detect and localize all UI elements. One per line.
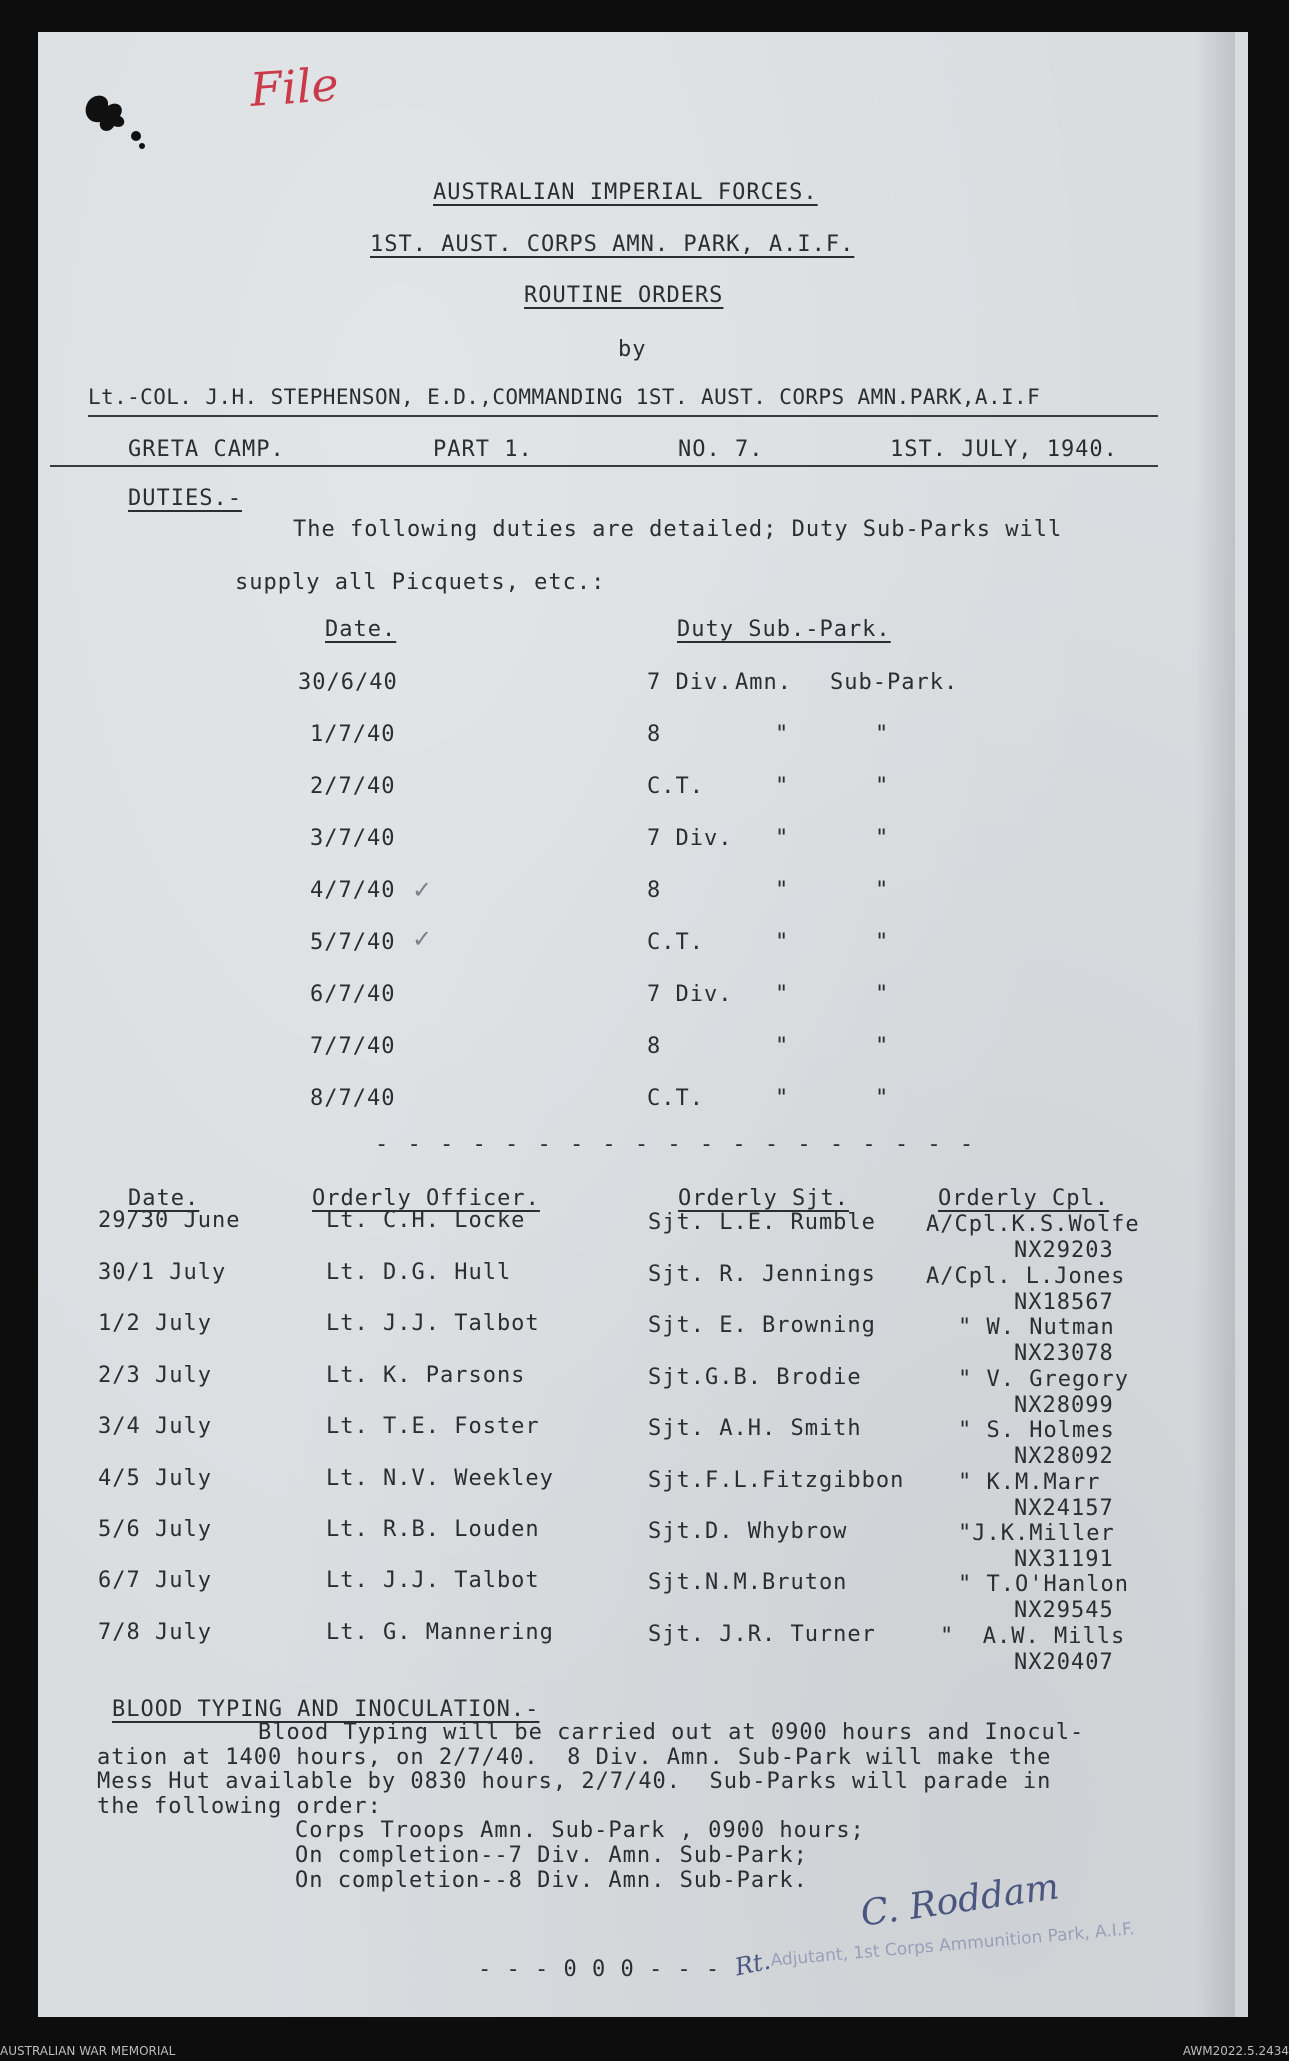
roster-service-number: NX24157 <box>1014 1496 1114 1521</box>
duty-date: 5/7/40 <box>310 930 396 955</box>
duty-col2: " <box>775 774 790 799</box>
roster-officer: Lt. N.V. Weekley <box>326 1466 554 1491</box>
duties-col-date: Date. <box>325 617 397 642</box>
duty-unit: C.T. <box>647 774 704 799</box>
roster-cpl: " T.O'Hanlon <box>958 1572 1129 1597</box>
roster-cpl: " V. Gregory <box>958 1367 1129 1392</box>
roster-col-cpl: Orderly Cpl. <box>938 1186 1109 1211</box>
roster-service-number: NX18567 <box>1014 1290 1114 1315</box>
blood-line: the following order: <box>97 1794 382 1819</box>
parade-order-item: Corps Troops Amn. Sub-Park , 0900 hours; <box>295 1818 865 1843</box>
roster-cpl: A/Cpl. L.Jones <box>926 1264 1126 1289</box>
roster-cpl: " K.M.Marr <box>958 1470 1101 1495</box>
roster-sjt: Sjt. L.E. Rumble <box>648 1210 876 1235</box>
duty-col2: " <box>775 930 790 955</box>
duty-unit: 8 <box>647 878 662 903</box>
roster-date: 7/8 July <box>98 1620 212 1645</box>
roster-service-number: NX31191 <box>1014 1547 1114 1572</box>
handwritten-file-mark: File <box>248 56 341 118</box>
roster-service-number: NX20407 <box>1014 1650 1114 1675</box>
duty-unit: 7 Div. <box>647 982 733 1007</box>
roster-sjt: Sjt. R. Jennings <box>648 1262 876 1287</box>
check-mark-icon: ✓ <box>412 925 433 953</box>
footer-right: AWM2022.5.2434 <box>1182 2044 1289 2058</box>
duty-col2: " <box>775 826 790 851</box>
roster-date: 1/2 July <box>98 1311 212 1336</box>
roster-service-number: NX28092 <box>1014 1444 1114 1469</box>
header-line4: by <box>618 337 647 362</box>
roster-sjt: Sjt.F.L.Fitzgibbon <box>648 1468 905 1493</box>
duty-date: 6/7/40 <box>310 982 396 1007</box>
blood-line: Mess Hut available by 0830 hours, 2/7/40. Sub-Parks will parade in <box>97 1769 1052 1794</box>
duties-intro-2: supply all Picquets, etc.: <box>235 570 606 595</box>
blood-heading: BLOOD TYPING AND INOCULATION.- <box>112 1697 540 1722</box>
roster-service-number: NX23078 <box>1014 1341 1114 1366</box>
duty-col3: " <box>875 826 890 851</box>
duty-date: 30/6/40 <box>298 670 398 695</box>
roster-sjt: Sjt. E. Browning <box>648 1313 876 1338</box>
roster-date: 5/6 July <box>98 1517 212 1542</box>
duty-col3: " <box>875 982 890 1007</box>
duty-col3: " <box>875 930 890 955</box>
adjutant-stamp: Adjutant, 1st Corps Ammunition Park, A.I.F. <box>769 1919 1136 1971</box>
duty-date: 2/7/40 <box>310 774 396 799</box>
duty-col3: " <box>875 774 890 799</box>
blood-line: ation at 1400 hours, on 2/7/40. 8 Div. Amn. Sub-Park will make the <box>97 1745 1052 1770</box>
footer-left: AUSTRALIAN WAR MEMORIAL <box>0 2044 176 2058</box>
roster-date: 4/5 July <box>98 1466 212 1491</box>
roster-cpl: " A.W. Mills <box>940 1624 1126 1649</box>
section-separator: - - - - - - - - - - - - - - - - - - - <box>375 1132 977 1157</box>
duty-date: 8/7/40 <box>310 1086 396 1111</box>
handwritten-initials: Rt. <box>732 1946 773 1982</box>
duty-date: 1/7/40 <box>310 722 396 747</box>
roster-officer: Lt. J.J. Talbot <box>326 1568 540 1593</box>
roster-officer: Lt. G. Mannering <box>326 1620 554 1645</box>
header-number: NO. 7. <box>678 437 764 462</box>
roster-officer: Lt. C.H. Locke <box>326 1208 526 1233</box>
duty-col3: " <box>875 1086 890 1111</box>
duty-col2: " <box>775 982 790 1007</box>
header-line2: 1ST. AUST. CORPS AMN. PARK, A.I.F. <box>370 232 855 257</box>
roster-date: 2/3 July <box>98 1363 212 1388</box>
header-date: 1ST. JULY, 1940. <box>890 437 1118 462</box>
duty-unit: C.T. <box>647 930 704 955</box>
duty-col2: " <box>775 1086 790 1111</box>
closing-mark: - - - 0 0 0 - - - <box>478 1957 721 1982</box>
roster-col-sjt: Orderly Sjt. <box>678 1186 849 1211</box>
header-line1: AUSTRALIAN IMPERIAL FORCES. <box>433 180 818 205</box>
roster-cpl: " W. Nutman <box>958 1315 1115 1340</box>
duty-col3: Sub-Park. <box>830 670 959 695</box>
roster-sjt: Sjt.G.B. Brodie <box>648 1365 862 1390</box>
duty-col3: " <box>875 722 890 747</box>
roster-date: 6/7 July <box>98 1568 212 1593</box>
duties-heading: DUTIES.- <box>128 486 242 511</box>
roster-officer: Lt. J.J. Talbot <box>326 1311 540 1336</box>
duty-col2: " <box>775 1034 790 1059</box>
duties-col-subpark: Duty Sub.-Park. <box>677 617 891 642</box>
roster-officer: Lt. K. Parsons <box>326 1363 526 1388</box>
roster-officer: Lt. T.E. Foster <box>326 1414 540 1439</box>
duty-date: 3/7/40 <box>310 826 396 851</box>
roster-cpl: A/Cpl.K.S.Wolfe <box>926 1212 1140 1237</box>
roster-service-number: NX29203 <box>1014 1238 1114 1263</box>
duty-col3: " <box>875 878 890 903</box>
roster-sjt: Sjt. A.H. Smith <box>648 1416 862 1441</box>
roster-sjt: Sjt.D. Whybrow <box>648 1519 848 1544</box>
duty-date: 7/7/40 <box>310 1034 396 1059</box>
roster-service-number: NX29545 <box>1014 1598 1114 1623</box>
roster-officer: Lt. D.G. Hull <box>326 1260 512 1285</box>
duty-unit: C.T. <box>647 1086 704 1111</box>
signature: C. Roddam <box>858 1866 1062 1935</box>
duty-unit: 7 Div. <box>647 670 733 695</box>
duty-col3: " <box>875 1034 890 1059</box>
duties-intro-1: The following duties are detailed; Duty Sub-Parks will <box>293 517 1063 542</box>
roster-officer: Lt. R.B. Louden <box>326 1517 540 1542</box>
header-part: PART 1. <box>433 437 533 462</box>
duty-unit: 8 <box>647 722 662 747</box>
duty-date: 4/7/40 <box>310 878 396 903</box>
roster-cpl: " S. Holmes <box>958 1418 1115 1443</box>
roster-col-officer: Orderly Officer. <box>312 1186 540 1211</box>
header-commanding: Lt.-COL. J.H. STEPHENSON, E.D.,COMMANDING 1ST. AUST. CORPS AMN.PARK,A.I.F <box>88 385 1041 409</box>
check-mark-icon: ✓ <box>412 876 433 904</box>
duty-unit: 7 Div. <box>647 826 733 851</box>
roster-date: 3/4 July <box>98 1414 212 1439</box>
roster-col-date: Date. <box>128 1186 200 1211</box>
duty-unit: 8 <box>647 1034 662 1059</box>
duty-col2: " <box>775 878 790 903</box>
paper-fold-shadow <box>1195 32 1235 2017</box>
parade-order-item: On completion--7 Div. Amn. Sub-Park; <box>295 1843 808 1868</box>
blood-line: Blood Typing will be carried out at 0900 hours and Inocul- <box>258 1720 1085 1745</box>
roster-date: 30/1 July <box>98 1260 227 1285</box>
roster-sjt: Sjt.N.M.Bruton <box>648 1570 848 1595</box>
header-line3: ROUTINE ORDERS <box>524 283 724 308</box>
roster-date: 29/30 June <box>98 1208 241 1233</box>
roster-service-number: NX28099 <box>1014 1393 1114 1418</box>
duty-col2: " <box>775 722 790 747</box>
ink-blot <box>80 90 150 160</box>
duty-col2: Amn. <box>735 670 792 695</box>
header-camp: GRETA CAMP. <box>128 437 285 462</box>
roster-sjt: Sjt. J.R. Turner <box>648 1622 876 1647</box>
roster-cpl: "J.K.Miller <box>958 1521 1115 1546</box>
parade-order-item: On completion--8 Div. Amn. Sub-Park. <box>295 1868 808 1893</box>
header-rule-2 <box>50 465 1158 467</box>
header-rule-1 <box>88 415 1158 417</box>
